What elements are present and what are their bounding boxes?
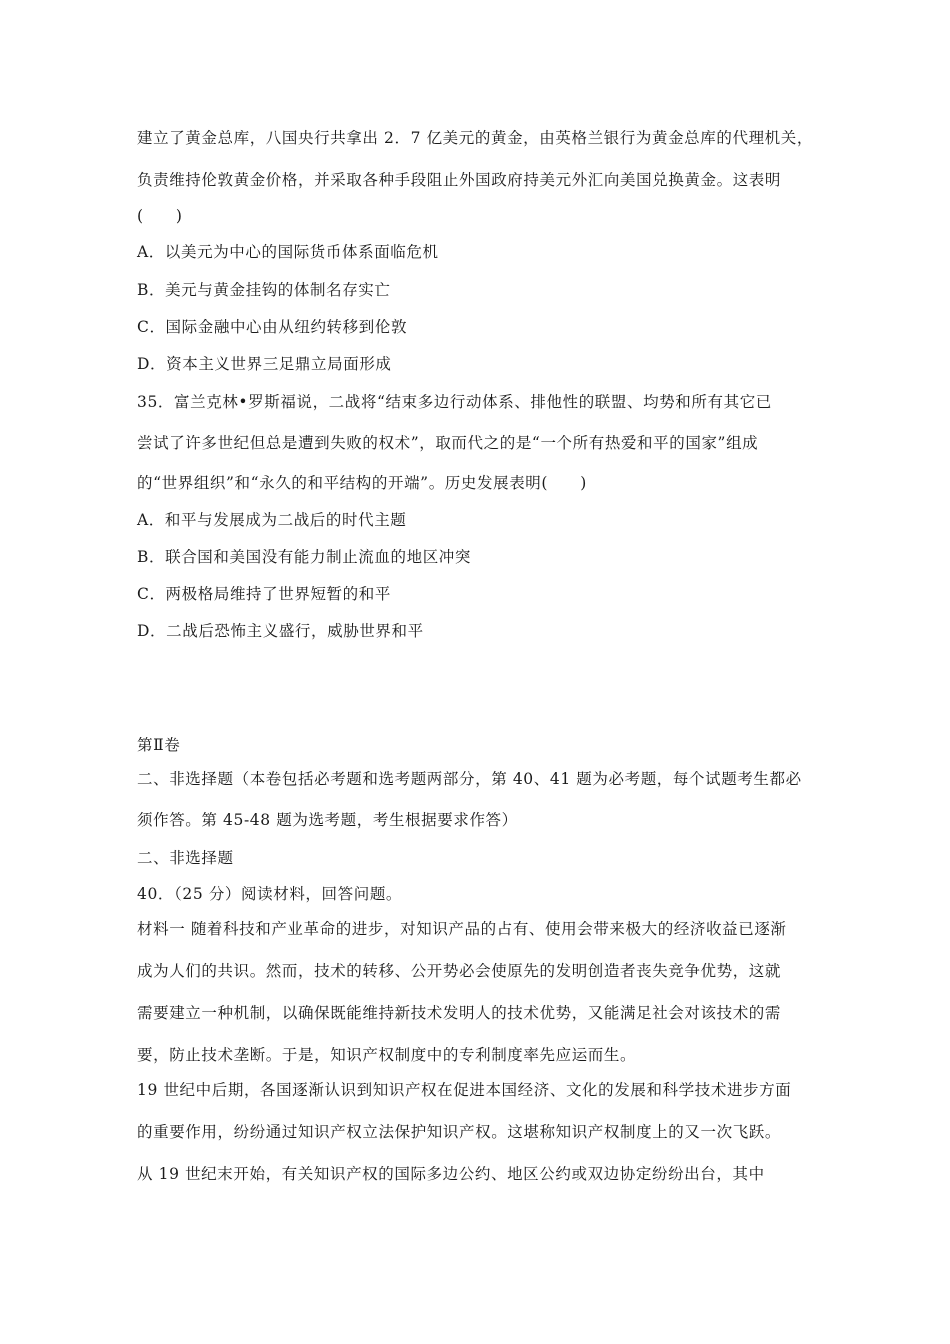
- q35-text-line-1: 35．富兰克林•罗斯福说，二战将“结束多边行动体系、排他性的联盟、均势和所有其它已: [137, 393, 772, 411]
- q40-material-line-3: 需要建立一种机制，以确保既能维持新技术发明人的技术优势，又能满足社会对该技术的需: [137, 1004, 782, 1022]
- q40-material-line-2: 成为人们的共识。然而，技术的转移、公开势必会使原先的发明创造者丧失竞争优势，这就: [137, 962, 782, 980]
- q34-option-b: B．美元与黄金挂钩的体制名存实亡: [137, 281, 391, 299]
- q35-option-b: B．联合国和美国没有能力制止流血的地区冲突: [137, 548, 471, 566]
- q35-option-a: A．和平与发展成为二战后的时代主题: [137, 511, 407, 529]
- q34-text-line-2: 负责维持伦敦黄金价格，并采取各种手段阻止外国政府持美元外汇向美国兑换黄金。这表明: [137, 171, 782, 189]
- q34-answer-blank: ( ): [137, 207, 183, 225]
- q35-text-line-3: 的“世界组织”和“永久的和平结构的开端”。历史发展表明( ): [137, 474, 587, 492]
- q40-material-line-5: 19 世纪中后期，各国逐渐认识到知识产权在促进本国经济、文化的发展和科学技术进步方面: [137, 1081, 792, 1099]
- q35-text-line-2: 尝试了许多世纪但总是遭到失败的权术”，取而代之的是“一个所有热爱和平的国家”组成: [137, 434, 759, 452]
- q34-option-d: D．资本主义世界三足鼎立局面形成: [137, 355, 392, 373]
- q34-text-line-1: 建立了黄金总库，八国央行共拿出 2．7 亿美元的黄金，由英格兰银行为黄金总库的代理机关，: [137, 129, 813, 147]
- section-heading: 二、非选择题: [137, 849, 234, 867]
- part-two-title: 第Ⅱ卷: [137, 736, 181, 754]
- q35-option-c: C．两极格局维持了世界短暂的和平: [137, 585, 391, 603]
- q40-material-line-7: 从 19 世纪末开始，有关知识产权的国际多边公约、地区公约或双边协定纷纷出台，其中: [137, 1165, 765, 1183]
- q34-option-a: A．以美元为中心的国际货币体系面临危机: [137, 243, 439, 261]
- part-two-intro-line-1: 二、非选择题（本卷包括必考题和选考题两部分，第 40、41 题为必考题，每个试题考生都必: [137, 770, 802, 788]
- q40-stem: 40．（25 分）阅读材料，回答问题。: [137, 885, 403, 903]
- q40-material-line-6: 的重要作用，纷纷通过知识产权立法保护知识产权。这堪称知识产权制度上的又一次飞跃。: [137, 1123, 782, 1141]
- q34-option-c: C．国际金融中心由从纽约转移到伦敦: [137, 318, 408, 336]
- part-two-intro-line-2: 须作答。第 45-48 题为选考题，考生根据要求作答）: [137, 811, 518, 829]
- q40-material-line-4: 要，防止技术垄断。于是，知识产权制度中的专利制度率先应运而生。: [137, 1046, 637, 1064]
- q35-option-d: D．二战后恐怖主义盛行，威胁世界和平: [137, 622, 424, 640]
- q40-material-line-1: 材料一 随着科技和产业革命的进步，对知识产品的占有、使用会带来极大的经济收益已逐渐: [137, 920, 787, 938]
